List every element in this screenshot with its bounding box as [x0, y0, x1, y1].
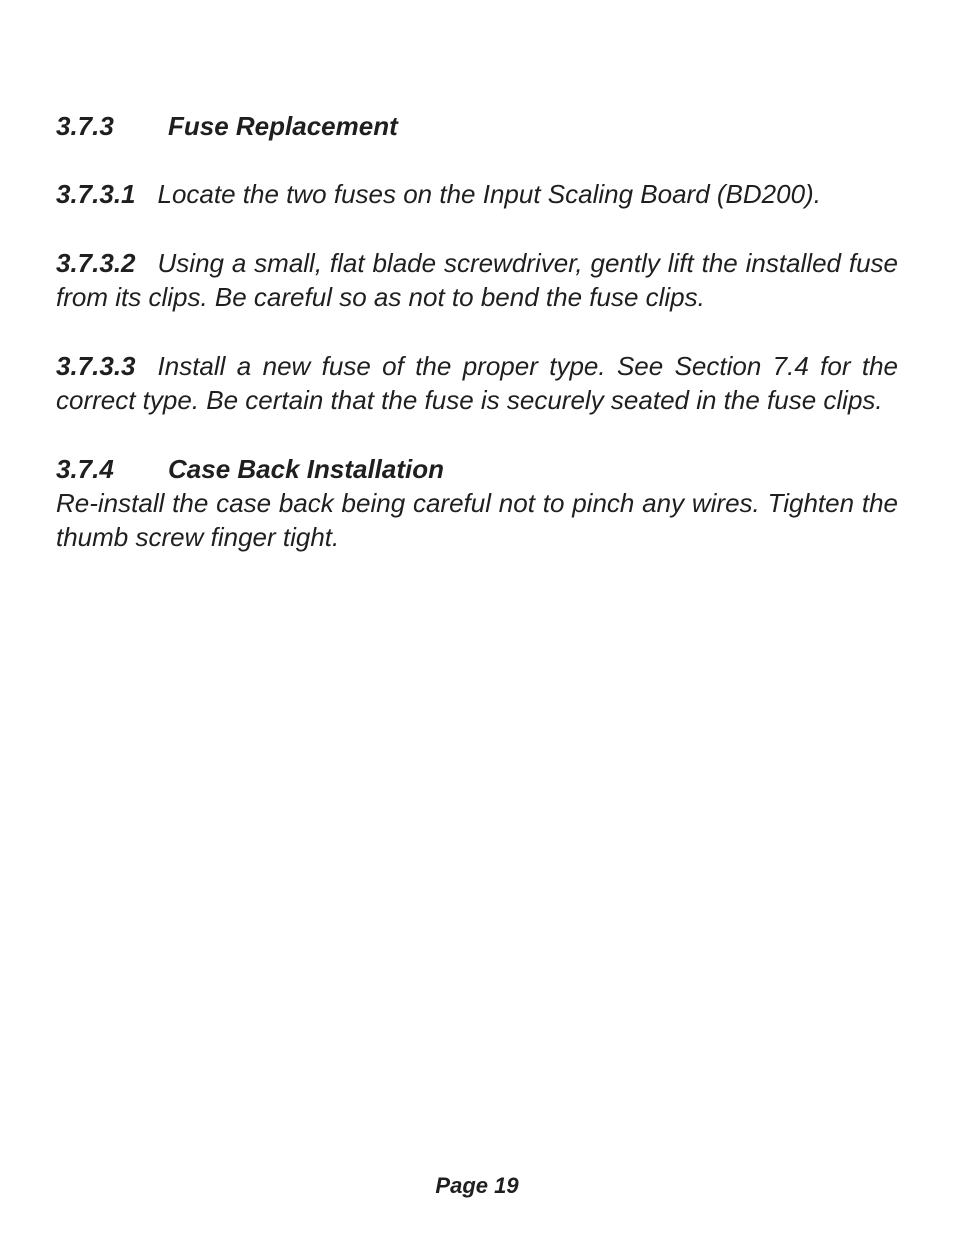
section-number: 3.7.4	[56, 453, 114, 484]
step-number: 3.7.3.3	[56, 350, 136, 381]
step-3-7-3-2	[56, 246, 898, 315]
section-title: Fuse Replacement	[168, 111, 398, 141]
page-content	[56, 109, 898, 555]
step-text: Locate the two fuses on the Input Scaling Board (BD200).	[157, 179, 821, 209]
step-text: Using a small, flat blade screwdriver, gently lift the installed fuse from its clips. Be careful so as not to bend the fuse clips.	[56, 247, 898, 312]
step-number: 3.7.3.2	[56, 247, 136, 278]
page-number: Page 19	[435, 1173, 519, 1198]
section-heading-3-7-3	[56, 109, 898, 143]
step-text: Install a new fuse of the proper type. See Section 7.4 for the correct type. Be certain that the fuse is securely seated in the fuse clips.	[56, 350, 898, 415]
section-title: Case Back Installation	[168, 453, 444, 484]
step-number: 3.7.3.1	[56, 179, 136, 209]
section-3-7-4-text: Re-install the case back being careful not to pinch any wires. Tighten the thumb screw finger tight.	[56, 487, 898, 552]
section-heading-3-7-4	[56, 452, 898, 486]
step-3-7-3-1	[56, 177, 898, 212]
step-3-7-3-3	[56, 349, 898, 418]
section-number: 3.7.3	[56, 111, 114, 141]
